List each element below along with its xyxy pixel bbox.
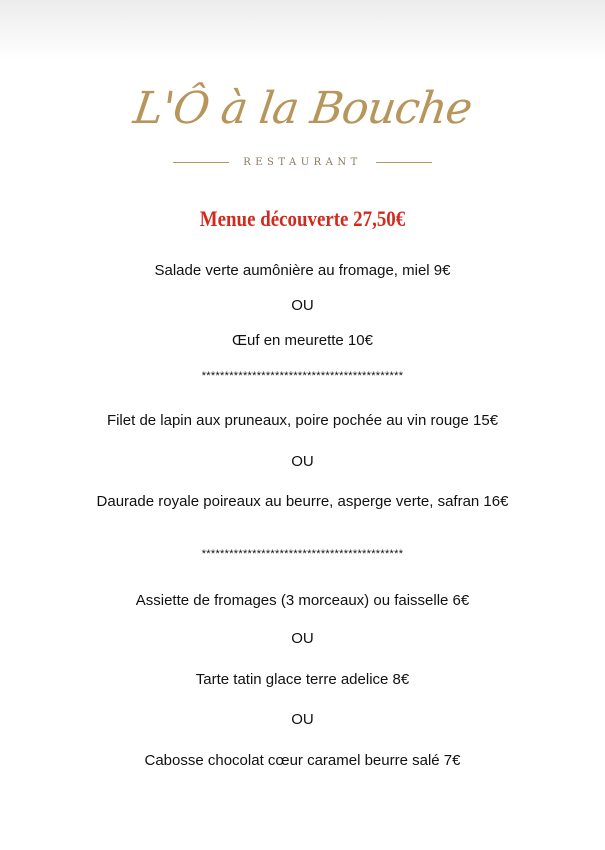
page-top-shade — [0, 0, 605, 60]
menu-or-2: OU — [291, 453, 314, 470]
menu-or-4: OU — [291, 711, 314, 728]
menu-or-3: OU — [291, 630, 314, 647]
logo-script-text: L'Ô à la Bouche — [130, 83, 475, 134]
menu-item-starter-1: Salade verte aumônière au fromage, miel 9€ — [154, 262, 451, 279]
restaurant-logo — [0, 78, 605, 140]
menu-item-dessert-3: Cabosse chocolat cœur caramel beurre salé 7€ — [144, 752, 461, 769]
menu-item-dessert-1: Assiette de fromages (3 morceaux) ou faisselle 6€ — [135, 592, 470, 609]
menu-separator-2: ******************************************** — [201, 548, 404, 560]
menu-item-dessert-2: Tarte tatin glace terre adelice 8€ — [195, 671, 410, 688]
logo-divider-right — [376, 162, 432, 163]
menu-separator-1: ******************************************** — [201, 370, 404, 382]
menu-item-starter-2: Œuf en meurette 10€ — [232, 332, 373, 349]
menu-item-main-1: Filet de lapin aux pruneaux, poire pochée au vin rouge 15€ — [106, 412, 499, 429]
menu-or-1: OU — [291, 297, 314, 314]
logo-subtitle-row — [0, 157, 605, 168]
logo-divider-left — [173, 162, 229, 163]
logo-subtitle: RESTAURANT — [243, 157, 362, 168]
menu-title: Menue découverte 27,50€ — [199, 206, 406, 231]
menu-item-main-2: Daurade royale poireaux au beurre, asperge verte, safran 16€ — [96, 493, 509, 510]
